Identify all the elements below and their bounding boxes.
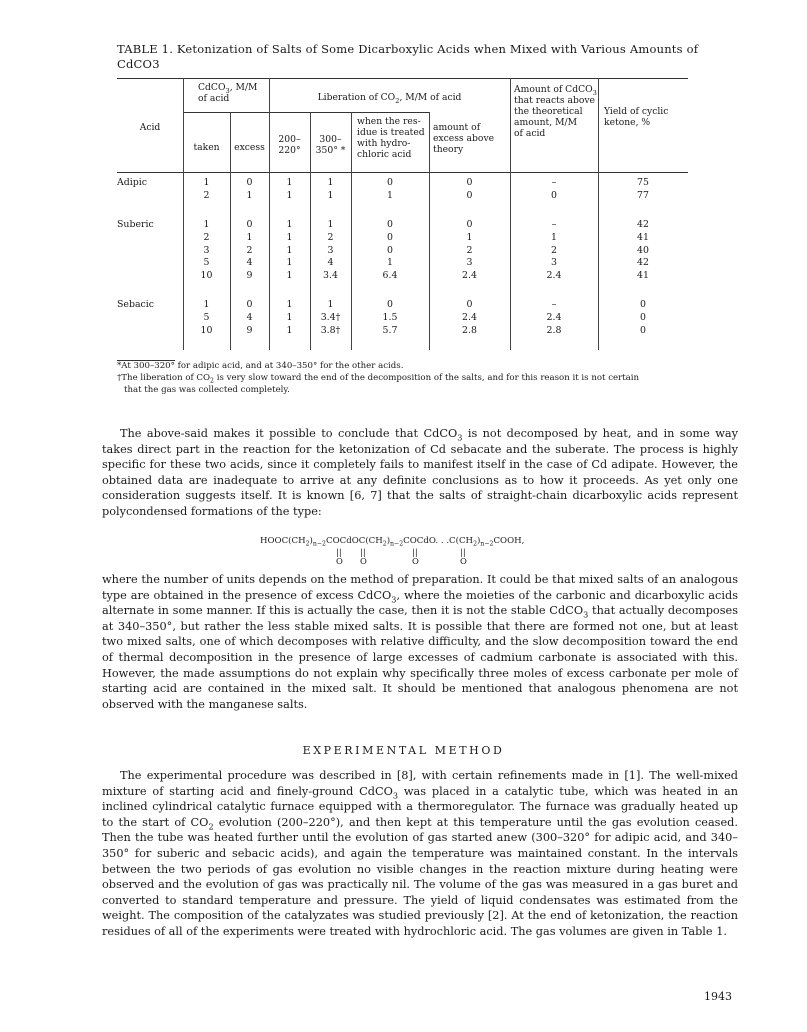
table-cell: 2.4	[462, 311, 477, 323]
header-acid: Acid	[139, 122, 161, 133]
table-cell: 0	[466, 189, 473, 201]
table-cell: 3	[466, 257, 473, 269]
page-number: 1943	[704, 990, 732, 1003]
table-cell: 1	[286, 299, 293, 310]
table-cell: 41	[637, 231, 649, 243]
carbonyl-1: || O	[336, 547, 343, 566]
table-cell: 1	[286, 257, 293, 269]
table-cell: 1	[551, 231, 557, 243]
table-cell: –	[551, 219, 557, 230]
table-cell: 2	[327, 231, 334, 243]
table-cell: 1	[286, 311, 293, 323]
table-footnotes	[117, 360, 757, 396]
table-cell: 40	[637, 244, 649, 256]
table-cell: 3	[551, 257, 557, 269]
header-yield: Yield of cyclic ketone, %	[604, 106, 669, 128]
table-cell: 5	[203, 257, 210, 269]
footnote-2-cont: that the gas was collected completely.	[124, 385, 290, 395]
table-cell: 2.4	[546, 311, 562, 323]
table-cell: 0	[246, 299, 253, 310]
acid-label: Sebacic	[117, 299, 155, 310]
table-cell: 6.4	[382, 270, 398, 282]
table-cell: 42	[637, 219, 649, 230]
paragraph-3: The experimental procedure was described in [8], with certain refinements made in [1]. The well-mixed mixture of starting acid and finely-ground CdCO$_3$ was placed in a catalytic tube, which was heated in an inclined cylindrical catalytic furnace equipped with a thermoregulator. The furnace was gradually heated up to the start of $CO_2$ evolution (200–220°), and then kept at this temperature until the gas evolution ceased. Then the tube was heated further until the evolution of gas started anew (300–320° for adipic acid, and 340–350° for suberic and sebacic acids), and again the temperature was maintained constant. In the intervals between the two periods of gas evolution no visible changes in the reaction mixture during heating were observed and the evolution of gas was practically nil. The volume of the gas was measured in a gas buret and converted to standard temperature and pressure. The yield of liquid condensates was estimated from the weight. The composition of the catalyzates was studied previously [2]. At the end of ketonization, the reaction residues of all of the experiments were treated with hydrochloric acid. The gas volumes are given in Table 1.	[102, 769, 738, 938]
table-cell: 1	[286, 189, 293, 201]
table-cell: 1	[203, 177, 210, 188]
table-cell: 0	[640, 311, 646, 323]
table-cell: 3	[327, 244, 334, 256]
table-cell: 1	[286, 244, 293, 256]
cdco3-header-rule	[183, 112, 429, 113]
table-cell: 1	[203, 219, 210, 230]
formula-line: $HOOC(CH_2)_{n-2}COCdOC(CH_2)_{n-2}COCdO$. . $.C(CH_2)_{n-2}COOH$,	[260, 536, 525, 548]
table-cell: 0	[640, 299, 646, 310]
table-cell: 1	[286, 219, 293, 230]
table-cell: 0	[246, 219, 253, 230]
table-cell: 0	[387, 244, 393, 256]
table-cell: 5.7	[382, 324, 398, 336]
table-cell: 1	[286, 270, 293, 282]
table-cell: 0	[387, 299, 393, 310]
table-cell: 1	[286, 231, 293, 243]
table-cell: 0	[640, 324, 646, 336]
table-cell: 3.4†	[320, 311, 341, 323]
table-cell: 1	[387, 257, 393, 269]
table-cell: 0	[466, 219, 473, 230]
carbonyl-4: || O	[460, 547, 467, 566]
table-cell: 1	[327, 189, 334, 201]
table-cell: 2.4	[462, 270, 477, 282]
table-cell: 0	[387, 219, 393, 230]
table-cell: 1.5	[382, 311, 398, 323]
table-cell: 2	[466, 244, 473, 256]
table-cell: 2	[551, 244, 557, 256]
table-cell: 4	[327, 257, 334, 269]
table-cell: 0	[246, 177, 253, 188]
table-cell: 10	[200, 324, 213, 336]
table-cell: 2.8	[546, 324, 562, 336]
table-cell: 1	[203, 299, 210, 310]
table-cell: 1	[286, 177, 293, 188]
header-liberation: Liberation of $CO_2$, M/M of acid	[317, 92, 462, 105]
table-cell: 42	[637, 257, 649, 269]
table-cell: –	[551, 177, 557, 188]
table-cell: 9	[246, 270, 253, 282]
table-cell: 3.8†	[320, 324, 341, 336]
table-cell: 10	[200, 270, 213, 282]
table-caption: TABLE 1. Ketonization of Salts of Some Dicarboxylic Acids when Mixed with Various Amounts of CdCO3	[117, 42, 699, 71]
table-cell: 2	[246, 244, 253, 256]
header-amount-excess: amount of excess above theory	[433, 122, 495, 155]
table-cell: 2	[203, 231, 210, 243]
table-top-rule	[117, 78, 688, 79]
table-cell: 1	[286, 324, 293, 336]
table-cell: 1	[246, 231, 253, 243]
acid-label: Adipic	[117, 177, 148, 188]
paragraph-1: The above-said makes it possible to conclude that CdCO$_3$ is not decomposed by heat, and in some way takes direct part in the reaction for the ketonization of Cd sebacate and the suberate. The process is highly specific for these two acids, since it completely fails to manifest itself in the case of Cd adipate. However, the obtained data are inadequate to arrive at any definite conclusions as to how it proceeds. As yet only one consideration suggests itself. It is known [6, 7] that the salts of straight-chain dicarboxylic acids represent polycondensed formations of the type:	[102, 427, 738, 518]
footnote-1: *At 300–320° for adipic acid, and at 340–350° for the other acids.	[117, 361, 404, 371]
header-excess: excess	[234, 142, 265, 153]
header-200: 200– 220°	[278, 134, 301, 156]
table-cell: 75	[637, 177, 649, 188]
table-cell: 2	[203, 189, 210, 201]
table-cell: 2.4	[546, 270, 562, 282]
carbonyl-2: || O	[360, 547, 367, 566]
table-cell: 4	[246, 311, 253, 323]
header-300: 300– 350° *	[315, 134, 346, 156]
table-cell: 0	[551, 189, 557, 201]
chemical-formula	[260, 536, 560, 570]
table-cell: 5	[203, 311, 210, 323]
acid-label: Suberic	[117, 219, 154, 230]
header-amount-cdco3: Amount of CdCO$_3$ that reacts above the theoretical amount, M/M of acid	[514, 84, 597, 139]
header-taken: taken	[193, 142, 220, 153]
data-table	[117, 78, 688, 350]
table-cell: 41	[637, 270, 649, 282]
table-cell: 1	[327, 219, 334, 230]
footnote-2: †The liberation of $CO_2$ is very slow toward the end of the decomposition of the salts, and for this reason it is not certain	[117, 373, 640, 385]
table-cell: 9	[246, 324, 253, 336]
table-cell: 3	[203, 244, 210, 256]
table-cell: 3.4	[323, 270, 338, 282]
header-cdco3: CdCO$_3$, M/M of acid	[198, 82, 258, 104]
table-cell: 2.8	[462, 324, 477, 336]
table-cell: 0	[466, 177, 473, 188]
carbonyl-3: || O	[412, 547, 419, 566]
section-title: EXPERIMENTAL METHOD	[302, 744, 505, 757]
header-bottom-rule	[117, 172, 688, 173]
header-hcl: when the res- idue is treated with hydro- chloric acid	[357, 116, 425, 160]
table-cell: 1	[327, 177, 334, 188]
table-cell: –	[551, 299, 557, 310]
table-cell: 4	[246, 257, 253, 269]
table-cell: 0	[387, 231, 393, 243]
table-cell: 1	[387, 189, 393, 201]
table-cell: 1	[327, 299, 334, 310]
table-cell: 77	[637, 189, 649, 201]
table-cell: 1	[246, 189, 253, 201]
table-cell: 0	[387, 177, 393, 188]
table-cell: 0	[466, 299, 473, 310]
table-cell: 1	[466, 231, 473, 243]
paragraph-2: where the number of units depends on the method of preparation. It could be that mixed salts of an analogous type are obtained in the presence of excess CdCO$_3$, where the moieties of the carbonic and dicarboxylic acids alternate in some manner. If this is actually the case, then it is not the stable CdCO$_3$ that actually decomposes at 340–350°, but rather the less stable mixed salts. It is possible that there are formed not one, but at least two mixed salts, one of which decomposes with relative difficulty, and the slow decomposition toward the end of thermal decomposition in the presence of large excesses of cadmium carbonate is associated with this. However, the made assumptions do not explain why specifically three moles of excess carbonate per mole of starting acid are contained in the mixed salt. It should be mentioned that analogous phenomena are not observed with the manganese salts.	[102, 573, 739, 711]
